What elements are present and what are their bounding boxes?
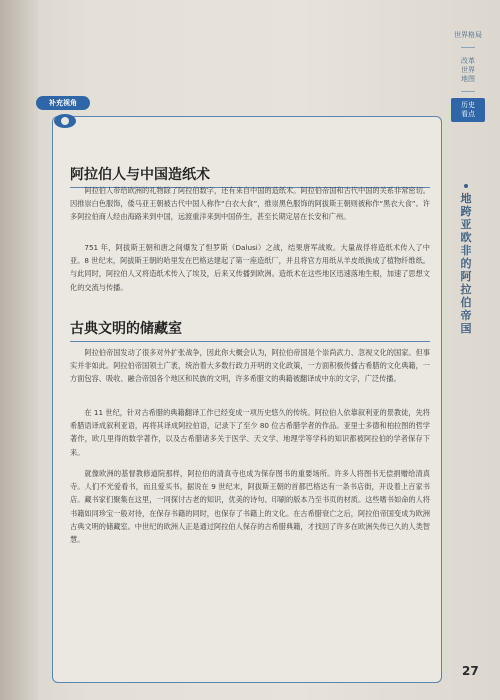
section-title-papermaking: 阿拉伯人与中国造纸术	[70, 164, 430, 188]
chapter-vertical-title	[454, 184, 478, 335]
tab-1-label: 世界格局	[454, 31, 482, 39]
tab-divider	[461, 91, 475, 92]
section-tag-label: 补充视角	[36, 96, 90, 110]
title-char: 跨	[460, 205, 472, 218]
paragraph: 751 年，阿拔斯王朝和唐之间爆发了怛罗斯（Dalusi）之战，结果唐军战败。大量战俘将造纸术传入了中亚。8 世纪末，阿拔斯王朝的哈里发在巴格达建起了第一座造纸厂，并且将官方用纸从羊皮纸换成了植物纤维纸。与此同时，阿拉伯人又将造纸术传入了埃及，后来又传播到欧洲。造纸术在这些地区迅速落地生根，加速了思想文化的交流与传播。	[70, 243, 430, 292]
tab-3-label-line-2: 看点	[461, 110, 475, 118]
chapter-tab-3-active	[451, 98, 485, 122]
tab-divider	[461, 47, 475, 48]
title-char: 欧	[460, 231, 472, 244]
paragraph: 就像欧洲的基督教修道院那样，阿拉伯的清真寺也成为保存图书的重要场所。许多人将图书无偿捐赠给清真寺。人们不光爱看书，而且爱买书。据说在 9 世纪末，阿拔斯王朝的首都巴格达有一条书店街，开设着上百家书店。藏书家们聚集在这里，一同探讨古老的知识，优美的诗句、印刷的版本乃至书页的材质。这些嗜书如命的人将书籍如同珍宝一般对待，在保存书籍的同时，也保存了书籍上的文化。在古希腊衰亡之后，阿拉伯帝国变成为欧洲古典文明的储藏室。中世纪的欧洲人正是通过阿拉伯人保存的古希腊典籍，才找回了许多在欧洲失传已久的人类智慧。	[70, 469, 430, 545]
page-number: 27	[462, 664, 479, 678]
title-char: 非	[460, 244, 472, 257]
tab-3-label-line-1: 历史	[461, 101, 475, 109]
tab-2-label-line-1: 改革	[461, 57, 475, 65]
title-char: 国	[460, 322, 472, 335]
title-char: 亚	[460, 218, 472, 231]
tab-2-label-line-3: 地图	[461, 75, 475, 83]
title-bullet-icon	[464, 184, 468, 188]
chapter-tab-column	[448, 28, 488, 126]
paragraph: 在 11 世纪，针对古希腊的典籍翻译工作已经变成一项历史悠久的传统。阿拉伯人依靠叙利亚的景教徒，先将希腊语译成叙利亚语，再将其译成阿拉伯语，记录下了至少 80 位古希腊学者的作品。亚里士多德和柏拉图的哲学著作，欧几里得的数学著作，以及古希腊诸多关于医学、天文学、地理学等学科的知识都被阿拉伯的学者保存下来。	[70, 408, 430, 457]
paragraph: 阿拉伯人带给欧洲的礼物除了阿拉伯数字，还有来自中国的造纸术。阿拉伯帝国和古代中国的关系非常密切。因推崇白色服饰，倭马亚王朝被古代中国人称作“白衣大食”，推崇黑色服饰的阿拔斯王朝则被称作“黑衣大食”。许多阿拉伯商人经由海路来到中国，远渡重洋来到中国侨生，甚至长期定居在长安和广州。	[70, 186, 430, 222]
eye-icon	[54, 114, 76, 128]
paragraph: 阿拉伯帝国发动了很多对外扩张战争，因此你大概会认为，阿拉伯帝国是个崇尚武力、忽视文化的国家。但事实并非如此。阿拉伯帝国领土广袤，统治着大多数行政力开明的文化政策，一方面积极传播古希腊的文化典籍，一方面包容、吸收、融合帝国各个地区和民族的文明，许多希腊文的典籍被翻译成中东的文字，广泛传播。	[70, 348, 430, 384]
title-char: 的	[460, 257, 472, 270]
section-tag	[32, 94, 94, 132]
title-char: 伯	[460, 296, 472, 309]
section-title-storehouse: 古典文明的储藏室	[70, 318, 430, 342]
title-char: 帝	[460, 309, 472, 322]
chapter-tab-2	[451, 54, 485, 87]
tab-2-label-line-2: 世界	[461, 66, 475, 74]
title-char: 地	[460, 192, 472, 205]
title-char: 拉	[460, 283, 472, 296]
title-char: 阿	[460, 270, 472, 283]
chapter-tab-1	[451, 28, 485, 43]
